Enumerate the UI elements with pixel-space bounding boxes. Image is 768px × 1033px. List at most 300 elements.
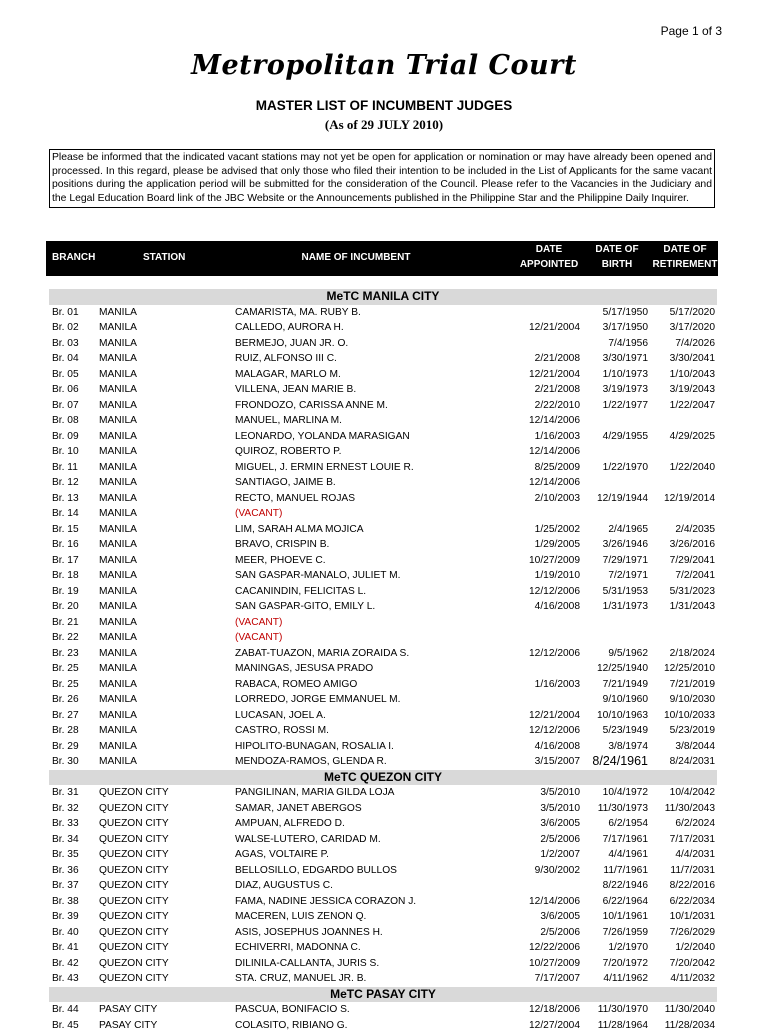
branch-cell: Br. 31 xyxy=(52,785,79,801)
col-name: NAME OF INCUMBENT xyxy=(256,250,456,265)
table-row xyxy=(0,816,768,832)
section-header: MeTC PASAY CITY xyxy=(49,987,717,1003)
court-title: Metropolitan Trial Court xyxy=(0,50,768,81)
date-of-birth-cell: 6/2/1954 xyxy=(608,816,648,832)
incumbent-name-cell: FRONDOZO, CARISSA ANNE M. xyxy=(235,398,388,414)
branch-cell: Br. 02 xyxy=(52,320,79,336)
branch-cell: Br. 10 xyxy=(52,444,79,460)
date-of-birth-cell: 10/4/1972 xyxy=(603,785,648,801)
table-row xyxy=(0,708,768,724)
branch-cell: Br. 09 xyxy=(52,429,79,445)
date-of-retirement-cell: 10/10/2033 xyxy=(664,708,715,724)
branch-cell: Br. 37 xyxy=(52,878,79,894)
table-row xyxy=(0,336,768,352)
incumbent-name-cell: LUCASAN, JOEL A. xyxy=(235,708,326,724)
incumbent-name-cell: LORREDO, JORGE EMMANUEL M. xyxy=(235,692,400,708)
station-cell: MANILA xyxy=(99,336,137,352)
branch-cell: Br. 25 xyxy=(52,677,79,693)
incumbent-name-cell: CAMARISTA, MA. RUBY B. xyxy=(235,305,361,321)
date-appointed-cell: 10/27/2009 xyxy=(529,553,580,569)
date-of-retirement-cell: 11/28/2034 xyxy=(665,1018,715,1033)
table-row xyxy=(0,413,768,429)
branch-cell: Br. 04 xyxy=(52,351,79,367)
incumbent-name-cell: SANTIAGO, JAIME B. xyxy=(235,475,336,491)
date-appointed-cell: 4/16/2008 xyxy=(535,599,580,615)
station-cell: MANILA xyxy=(99,382,137,398)
station-cell: MANILA xyxy=(99,444,137,460)
station-cell: PASAY CITY xyxy=(99,1002,157,1018)
date-appointed-cell: 1/29/2005 xyxy=(535,537,580,553)
station-cell: QUEZON CITY xyxy=(99,863,169,879)
date-of-birth-cell: 11/30/1970 xyxy=(598,1002,648,1018)
date-appointed-cell: 12/12/2006 xyxy=(529,584,580,600)
station-cell: QUEZON CITY xyxy=(99,971,169,987)
station-cell: MANILA xyxy=(99,661,137,677)
judges-table xyxy=(0,289,768,1033)
station-cell: QUEZON CITY xyxy=(99,847,169,863)
branch-cell: Br. 41 xyxy=(52,940,79,956)
table-row xyxy=(0,956,768,972)
table-row xyxy=(0,584,768,600)
date-of-retirement-cell: 4/29/2025 xyxy=(670,429,715,445)
date-of-retirement-cell: 3/19/2043 xyxy=(670,382,715,398)
incumbent-name-cell: DIAZ, AUGUSTUS C. xyxy=(235,878,333,894)
station-cell: QUEZON CITY xyxy=(99,909,169,925)
branch-cell: Br. 23 xyxy=(52,646,79,662)
date-of-birth-cell: 11/7/1961 xyxy=(603,863,648,879)
incumbent-name-cell: CACANINDIN, FELICITAS L. xyxy=(235,584,366,600)
branch-cell: Br. 12 xyxy=(52,475,79,491)
date-of-birth-cell: 12/25/1940 xyxy=(597,661,648,677)
incumbent-name-cell: MENDOZA-RAMOS, GLENDA R. xyxy=(235,754,387,770)
notice-box: Please be informed that the indicated vacant stations may not yet be open for application or nomination or may have already been opened and processed. In this regard, please be advised that only those who filed their intention to be included in the List of Applicants for the same vacant positions during the application period will be submitted for the consideration of the Council. Please refer to the Vacancies in the Judiciary and the Legal Education Board link of the JBC Website or the Announcements published in the Philippine Star and the Philippine Daily Inquirer. xyxy=(49,149,715,208)
table-row xyxy=(0,553,768,569)
table-row xyxy=(0,909,768,925)
table-row xyxy=(0,491,768,507)
station-cell: PASAY CITY xyxy=(99,1018,157,1033)
col-appointed-line1: DATE xyxy=(518,242,580,257)
date-of-birth-cell: 7/2/1971 xyxy=(608,568,648,584)
table-row xyxy=(0,863,768,879)
station-cell: QUEZON CITY xyxy=(99,801,169,817)
incumbent-name-cell: MANINGAS, JESUSA PRADO xyxy=(235,661,373,677)
branch-cell: Br. 05 xyxy=(52,367,79,383)
table-row xyxy=(0,646,768,662)
date-of-retirement-cell: 10/1/2031 xyxy=(670,909,715,925)
station-cell: MANILA xyxy=(99,537,137,553)
list-title: MASTER LIST OF INCUMBENT JUDGES xyxy=(0,98,768,113)
station-cell: MANILA xyxy=(99,692,137,708)
branch-cell: Br. 30 xyxy=(52,754,79,770)
incumbent-name-cell: QUIROZ, ROBERTO P. xyxy=(235,444,341,460)
branch-cell: Br. 33 xyxy=(52,816,79,832)
station-cell: MANILA xyxy=(99,429,137,445)
col-birth xyxy=(586,242,648,272)
station-cell: QUEZON CITY xyxy=(99,878,169,894)
incumbent-name-cell: COLASITO, RIBIANO G. xyxy=(235,1018,347,1033)
section-header: MeTC QUEZON CITY xyxy=(49,770,717,786)
station-cell: MANILA xyxy=(99,739,137,755)
date-of-birth-cell: 7/4/1956 xyxy=(608,336,648,352)
table-row xyxy=(0,801,768,817)
incumbent-name-cell: SAN GASPAR-MANALO, JULIET M. xyxy=(235,568,401,584)
col-birth-line1: DATE OF xyxy=(586,242,648,257)
date-of-retirement-cell: 1/31/2043 xyxy=(670,599,715,615)
date-of-retirement-cell: 11/30/2040 xyxy=(665,1002,715,1018)
date-of-birth-cell: 7/26/1959 xyxy=(603,925,648,941)
date-appointed-cell: 1/16/2003 xyxy=(535,677,580,693)
date-of-retirement-cell: 1/10/2043 xyxy=(670,367,715,383)
table-row xyxy=(0,692,768,708)
branch-cell: Br. 26 xyxy=(52,692,79,708)
incumbent-name-cell: MEER, PHOEVE C. xyxy=(235,553,326,569)
table-row xyxy=(0,460,768,476)
date-appointed-cell: 12/27/2004 xyxy=(529,1018,580,1033)
incumbent-name-cell: (VACANT) xyxy=(235,615,282,631)
branch-cell: Br. 40 xyxy=(52,925,79,941)
branch-cell: Br. 21 xyxy=(52,615,79,631)
station-cell: MANILA xyxy=(99,460,137,476)
col-appointed xyxy=(518,242,580,272)
col-retirement xyxy=(650,242,720,272)
incumbent-name-cell: HIPOLITO-BUNAGAN, ROSALIA I. xyxy=(235,739,394,755)
branch-cell: Br. 22 xyxy=(52,630,79,646)
branch-cell: Br. 07 xyxy=(52,398,79,414)
table-row xyxy=(0,723,768,739)
branch-cell: Br. 29 xyxy=(52,739,79,755)
incumbent-name-cell: MACEREN, LUIS ZENON Q. xyxy=(235,909,366,925)
branch-cell: Br. 16 xyxy=(52,537,79,553)
branch-cell: Br. 32 xyxy=(52,801,79,817)
table-header xyxy=(46,241,718,276)
station-cell: MANILA xyxy=(99,677,137,693)
station-cell: MANILA xyxy=(99,553,137,569)
date-of-retirement-cell: 11/7/2031 xyxy=(670,863,715,879)
incumbent-name-cell: LEONARDO, YOLANDA MARASIGAN xyxy=(235,429,410,445)
incumbent-name-cell: RUIZ, ALFONSO III C. xyxy=(235,351,337,367)
table-row xyxy=(0,305,768,321)
branch-cell: Br. 14 xyxy=(52,506,79,522)
date-of-birth-cell: 1/2/1970 xyxy=(608,940,648,956)
date-appointed-cell: 2/21/2008 xyxy=(535,351,580,367)
date-of-retirement-cell: 5/23/2019 xyxy=(670,723,715,739)
incumbent-name-cell: PANGILINAN, MARIA GILDA LOJA xyxy=(235,785,394,801)
date-of-birth-cell: 7/20/1972 xyxy=(603,956,648,972)
incumbent-name-cell: CALLEDO, AURORA H. xyxy=(235,320,344,336)
table-row xyxy=(0,429,768,445)
date-appointed-cell: 12/21/2004 xyxy=(529,367,580,383)
date-of-birth-cell: 7/29/1971 xyxy=(603,553,648,569)
date-of-retirement-cell: 7/2/2041 xyxy=(675,568,715,584)
incumbent-name-cell: VILLENA, JEAN MARIE B. xyxy=(235,382,356,398)
date-appointed-cell: 2/21/2008 xyxy=(535,382,580,398)
station-cell: MANILA xyxy=(99,584,137,600)
table-row xyxy=(0,444,768,460)
table-row xyxy=(0,940,768,956)
date-of-birth-cell: 2/4/1965 xyxy=(608,522,648,538)
date-appointed-cell: 1/2/2007 xyxy=(540,847,580,863)
station-cell: QUEZON CITY xyxy=(99,925,169,941)
branch-cell: Br. 06 xyxy=(52,382,79,398)
date-of-birth-cell: 3/26/1946 xyxy=(603,537,648,553)
date-of-retirement-cell: 1/22/2047 xyxy=(670,398,715,414)
date-of-retirement-cell: 3/26/2016 xyxy=(670,537,715,553)
table-row xyxy=(0,661,768,677)
as-of-date: (As of 29 JULY 2010) xyxy=(0,117,768,133)
station-cell: MANILA xyxy=(99,615,137,631)
incumbent-name-cell: BERMEJO, JUAN JR. O. xyxy=(235,336,348,352)
date-appointed-cell: 8/25/2009 xyxy=(535,460,580,476)
incumbent-name-cell: CASTRO, ROSSI M. xyxy=(235,723,329,739)
date-appointed-cell: 3/5/2010 xyxy=(540,801,580,817)
date-of-birth-cell: 9/5/1962 xyxy=(608,646,648,662)
incumbent-name-cell: ZABAT-TUAZON, MARIA ZORAIDA S. xyxy=(235,646,409,662)
date-of-retirement-cell: 7/4/2026 xyxy=(675,336,715,352)
date-of-retirement-cell: 8/24/2031 xyxy=(670,754,715,770)
table-row xyxy=(0,320,768,336)
station-cell: MANILA xyxy=(99,491,137,507)
date-of-retirement-cell: 9/10/2030 xyxy=(670,692,715,708)
table-row xyxy=(0,878,768,894)
table-row xyxy=(0,630,768,646)
incumbent-name-cell: STA. CRUZ, MANUEL JR. B. xyxy=(235,971,366,987)
date-of-retirement-cell: 2/18/2024 xyxy=(670,646,715,662)
col-branch: BRANCH xyxy=(52,250,95,265)
date-of-retirement-cell: 7/17/2031 xyxy=(670,832,715,848)
date-appointed-cell: 12/12/2006 xyxy=(529,646,580,662)
date-appointed-cell: 3/15/2007 xyxy=(535,754,580,770)
date-appointed-cell: 12/14/2006 xyxy=(529,444,580,460)
col-birth-line2: BIRTH xyxy=(586,257,648,272)
date-of-retirement-cell: 4/11/2032 xyxy=(670,971,715,987)
date-of-birth-cell: 7/21/1949 xyxy=(603,677,648,693)
date-appointed-cell: 3/5/2010 xyxy=(540,785,580,801)
station-cell: MANILA xyxy=(99,367,137,383)
date-appointed-cell: 1/16/2003 xyxy=(535,429,580,445)
incumbent-name-cell: AMPUAN, ALFREDO D. xyxy=(235,816,345,832)
table-row xyxy=(0,522,768,538)
station-cell: QUEZON CITY xyxy=(99,894,169,910)
date-of-birth-cell: 12/19/1944 xyxy=(597,491,648,507)
date-appointed-cell: 3/6/2005 xyxy=(540,909,580,925)
table-row xyxy=(0,925,768,941)
table-row xyxy=(0,1018,768,1033)
branch-cell: Br. 42 xyxy=(52,956,79,972)
incumbent-name-cell: MANUEL, MARLINA M. xyxy=(235,413,342,429)
col-appointed-line2: APPOINTED xyxy=(518,257,580,272)
date-of-retirement-cell: 7/20/2042 xyxy=(670,956,715,972)
date-of-retirement-cell: 5/31/2023 xyxy=(670,584,715,600)
date-of-retirement-cell: 2/4/2035 xyxy=(675,522,715,538)
incumbent-name-cell: MALAGAR, MARLO M. xyxy=(235,367,341,383)
date-of-retirement-cell: 5/17/2020 xyxy=(670,305,715,321)
station-cell: MANILA xyxy=(99,723,137,739)
date-appointed-cell: 1/25/2002 xyxy=(535,522,580,538)
station-cell: MANILA xyxy=(99,351,137,367)
date-of-birth-cell: 8/22/1946 xyxy=(603,878,648,894)
station-cell: QUEZON CITY xyxy=(99,785,169,801)
table-row xyxy=(0,754,768,770)
date-of-birth-cell: 5/17/1950 xyxy=(603,305,648,321)
date-appointed-cell: 12/12/2006 xyxy=(529,723,580,739)
date-of-birth-cell: 5/31/1953 xyxy=(603,584,648,600)
date-appointed-cell: 12/21/2004 xyxy=(529,320,580,336)
date-of-retirement-cell: 12/25/2010 xyxy=(664,661,715,677)
date-of-retirement-cell: 8/22/2016 xyxy=(670,878,715,894)
date-appointed-cell: 2/5/2006 xyxy=(540,832,580,848)
date-appointed-cell: 2/10/2003 xyxy=(535,491,580,507)
table-row xyxy=(0,382,768,398)
incumbent-name-cell: MIGUEL, J. ERMIN ERNEST LOUIE R. xyxy=(235,460,414,476)
table-row xyxy=(0,739,768,755)
incumbent-name-cell: ASIS, JOSEPHUS JOANNES H. xyxy=(235,925,383,941)
date-of-retirement-cell: 4/4/2031 xyxy=(675,847,715,863)
date-of-birth-cell: 3/30/1971 xyxy=(603,351,648,367)
branch-cell: Br. 34 xyxy=(52,832,79,848)
date-of-birth-cell: 5/23/1949 xyxy=(603,723,648,739)
station-cell: MANILA xyxy=(99,475,137,491)
date-of-birth-cell: 11/30/1973 xyxy=(598,801,648,817)
branch-cell: Br. 43 xyxy=(52,971,79,987)
table-row xyxy=(0,785,768,801)
station-cell: MANILA xyxy=(99,599,137,615)
table-row xyxy=(0,537,768,553)
section-header: MeTC MANILA CITY xyxy=(49,289,717,305)
date-appointed-cell: 12/14/2006 xyxy=(529,894,580,910)
date-of-birth-cell: 11/28/1964 xyxy=(598,1018,648,1033)
date-appointed-cell: 3/6/2005 xyxy=(540,816,580,832)
date-appointed-cell: 12/22/2006 xyxy=(529,940,580,956)
incumbent-name-cell: FAMA, NADINE JESSICA CORAZON J. xyxy=(235,894,416,910)
table-row xyxy=(0,568,768,584)
date-of-retirement-cell: 3/8/2044 xyxy=(675,739,715,755)
incumbent-name-cell: (VACANT) xyxy=(235,630,282,646)
date-of-retirement-cell: 1/22/2040 xyxy=(670,460,715,476)
branch-cell: Br. 39 xyxy=(52,909,79,925)
col-station: STATION xyxy=(143,250,185,265)
date-of-retirement-cell: 7/26/2029 xyxy=(670,925,715,941)
col-retirement-line2: RETIREMENT xyxy=(650,257,720,272)
table-row xyxy=(0,971,768,987)
station-cell: MANILA xyxy=(99,506,137,522)
table-row xyxy=(0,847,768,863)
branch-cell: Br. 20 xyxy=(52,599,79,615)
incumbent-name-cell: DILINILA-CALLANTA, JURIS S. xyxy=(235,956,379,972)
incumbent-name-cell: RABACA, ROMEO AMIGO xyxy=(235,677,357,693)
date-of-birth-cell: 4/29/1955 xyxy=(603,429,648,445)
date-of-birth-cell: 10/1/1961 xyxy=(603,909,648,925)
date-of-retirement-cell: 6/2/2024 xyxy=(675,816,715,832)
branch-cell: Br. 18 xyxy=(52,568,79,584)
branch-cell: Br. 01 xyxy=(52,305,79,321)
branch-cell: Br. 45 xyxy=(52,1018,79,1033)
branch-cell: Br. 17 xyxy=(52,553,79,569)
date-of-birth-cell: 6/22/1964 xyxy=(603,894,648,910)
station-cell: MANILA xyxy=(99,398,137,414)
date-of-birth-cell: 7/17/1961 xyxy=(603,832,648,848)
station-cell: QUEZON CITY xyxy=(99,832,169,848)
branch-cell: Br. 35 xyxy=(52,847,79,863)
incumbent-name-cell: BELLOSILLO, EDGARDO BULLOS xyxy=(235,863,397,879)
branch-cell: Br. 15 xyxy=(52,522,79,538)
table-row xyxy=(0,677,768,693)
incumbent-name-cell: PASCUA, BONIFACIO S. xyxy=(235,1002,350,1018)
station-cell: MANILA xyxy=(99,320,137,336)
station-cell: MANILA xyxy=(99,522,137,538)
station-cell: MANILA xyxy=(99,305,137,321)
date-of-retirement-cell: 1/2/2040 xyxy=(675,940,715,956)
branch-cell: Br. 27 xyxy=(52,708,79,724)
date-of-retirement-cell: 11/30/2043 xyxy=(665,801,715,817)
table-row xyxy=(0,615,768,631)
date-of-birth-cell: 9/10/1960 xyxy=(603,692,648,708)
incumbent-name-cell: SAN GASPAR-GITO, EMILY L. xyxy=(235,599,375,615)
date-appointed-cell: 4/16/2008 xyxy=(535,739,580,755)
station-cell: MANILA xyxy=(99,754,137,770)
branch-cell: Br. 08 xyxy=(52,413,79,429)
date-of-birth-cell: 3/17/1950 xyxy=(603,320,648,336)
date-of-birth-cell: 4/4/1961 xyxy=(608,847,648,863)
date-of-retirement-cell: 7/21/2019 xyxy=(670,677,715,693)
branch-cell: Br. 44 xyxy=(52,1002,79,1018)
branch-cell: Br. 25 xyxy=(52,661,79,677)
date-appointed-cell: 7/17/2007 xyxy=(535,971,580,987)
incumbent-name-cell: BRAVO, CRISPIN B. xyxy=(235,537,329,553)
date-of-retirement-cell: 6/22/2034 xyxy=(670,894,715,910)
incumbent-name-cell: WALSE-LUTERO, CARIDAD M. xyxy=(235,832,381,848)
branch-cell: Br. 13 xyxy=(52,491,79,507)
incumbent-name-cell: ECHIVERRI, MADONNA C. xyxy=(235,940,361,956)
incumbent-name-cell: (VACANT) xyxy=(235,506,282,522)
branch-cell: Br. 28 xyxy=(52,723,79,739)
incumbent-name-cell: SAMAR, JANET ABERGOS xyxy=(235,801,362,817)
branch-cell: Br. 11 xyxy=(52,460,78,476)
table-row xyxy=(0,1002,768,1018)
station-cell: MANILA xyxy=(99,630,137,646)
date-of-birth-cell: 1/10/1973 xyxy=(603,367,648,383)
station-cell: MANILA xyxy=(99,413,137,429)
date-of-birth-cell: 1/31/1973 xyxy=(603,599,648,615)
branch-cell: Br. 03 xyxy=(52,336,79,352)
date-of-birth-cell: 3/19/1973 xyxy=(603,382,648,398)
table-row xyxy=(0,599,768,615)
date-appointed-cell: 12/21/2004 xyxy=(529,708,580,724)
incumbent-name-cell: AGAS, VOLTAIRE P. xyxy=(235,847,329,863)
date-of-birth-cell: 8/24/1961 xyxy=(592,754,648,770)
table-row xyxy=(0,351,768,367)
table-row xyxy=(0,398,768,414)
station-cell: MANILA xyxy=(99,646,137,662)
incumbent-name-cell: LIM, SARAH ALMA MOJICA xyxy=(235,522,364,538)
date-of-retirement-cell: 3/17/2020 xyxy=(670,320,715,336)
date-appointed-cell: 9/30/2002 xyxy=(535,863,580,879)
branch-cell: Br. 19 xyxy=(52,584,79,600)
date-appointed-cell: 2/22/2010 xyxy=(535,398,580,414)
station-cell: MANILA xyxy=(99,568,137,584)
date-appointed-cell: 12/14/2006 xyxy=(529,475,580,491)
station-cell: QUEZON CITY xyxy=(99,956,169,972)
incumbent-name-cell: RECTO, MANUEL ROJAS xyxy=(235,491,355,507)
station-cell: QUEZON CITY xyxy=(99,816,169,832)
branch-cell: Br. 36 xyxy=(52,863,79,879)
date-of-retirement-cell: 3/30/2041 xyxy=(670,351,715,367)
date-of-retirement-cell: 7/29/2041 xyxy=(670,553,715,569)
table-row xyxy=(0,475,768,491)
table-row xyxy=(0,832,768,848)
date-appointed-cell: 2/5/2006 xyxy=(540,925,580,941)
station-cell: MANILA xyxy=(99,708,137,724)
date-of-birth-cell: 1/22/1970 xyxy=(603,460,648,476)
